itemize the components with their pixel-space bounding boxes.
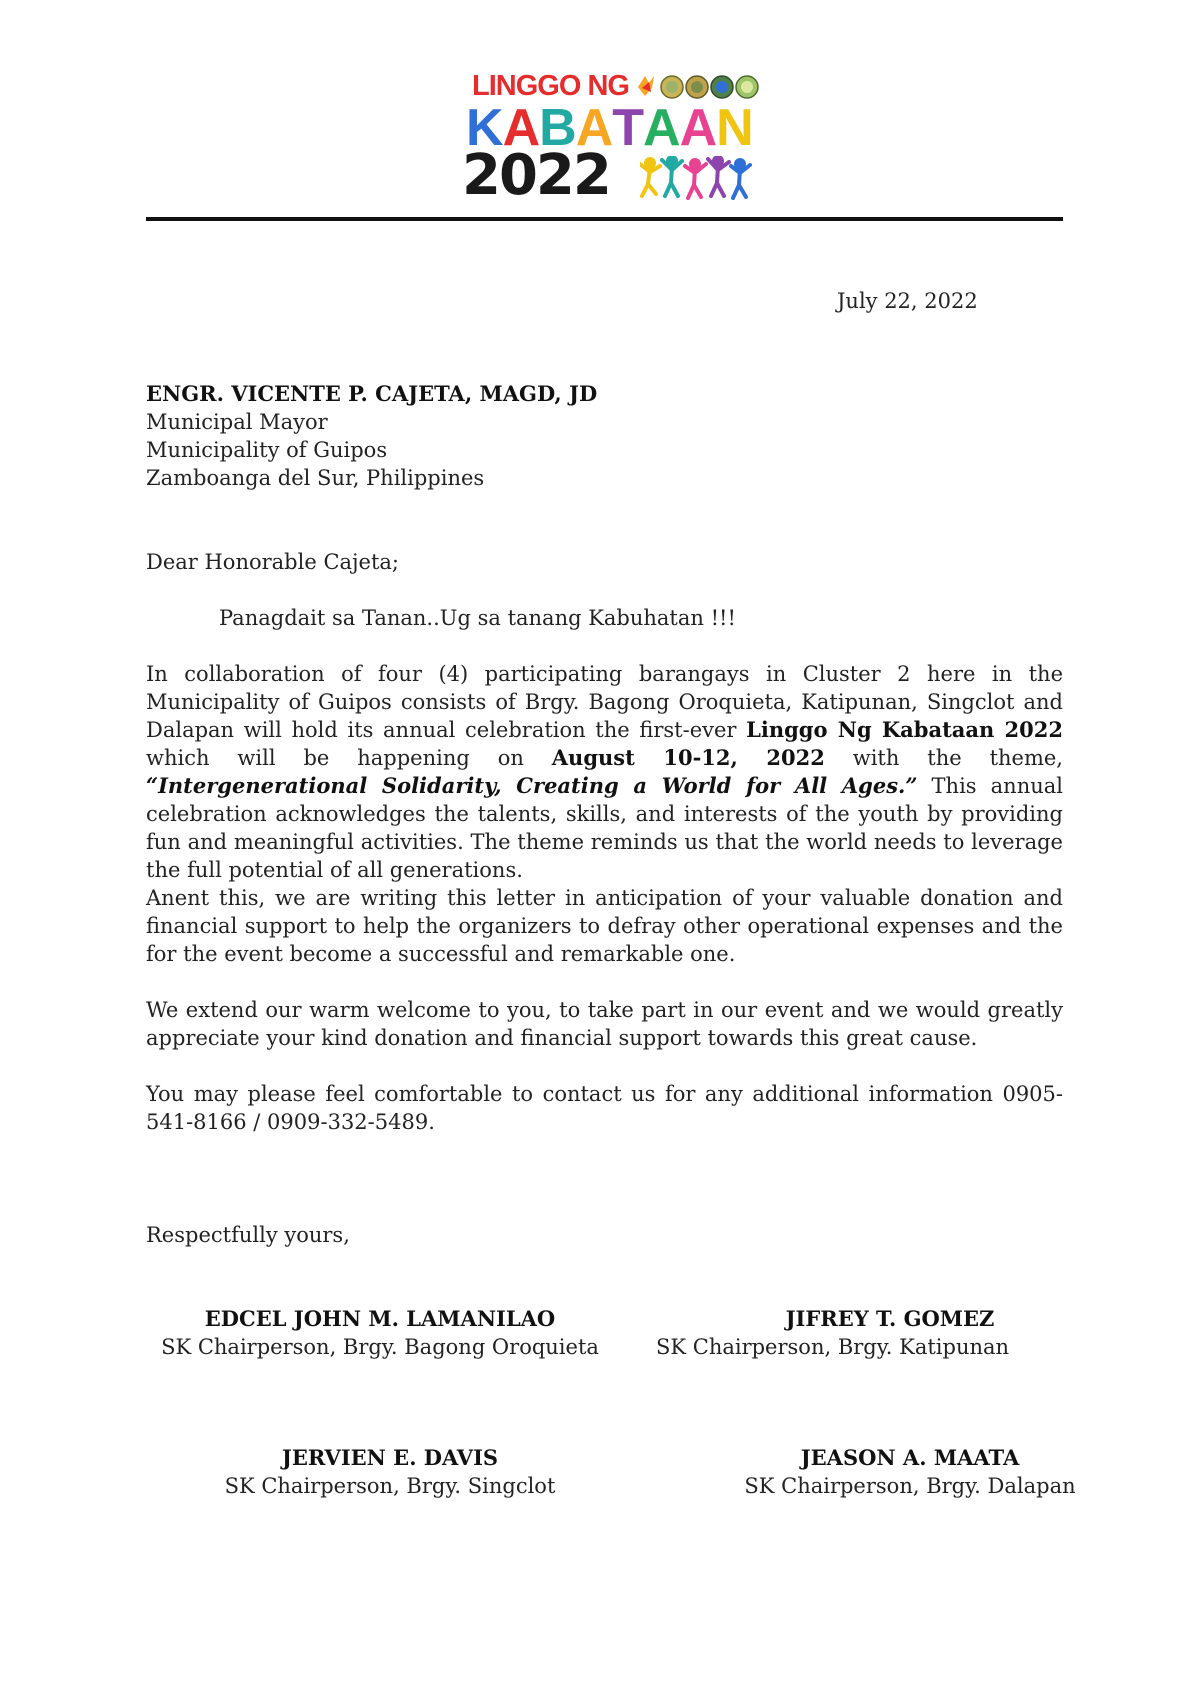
signatory-role: SK Chairperson, Brgy. Katipunan	[656, 1335, 1010, 1359]
p1-event-name: Linggo Ng Kabataan 2022	[746, 717, 1063, 742]
logo-line3: 2022	[462, 143, 610, 208]
signatory-2	[640, 1305, 1060, 1361]
logo-letter: N	[716, 99, 753, 157]
logo-letter: A	[502, 99, 540, 157]
signatory-name: JERVIEN E. DAVIS	[281, 1445, 499, 1470]
logo-letter: A	[643, 99, 680, 157]
signatory-role: SK Chairperson, Brgy. Singclot	[224, 1474, 556, 1498]
logo-line1: LINGGO NG	[472, 70, 629, 102]
recipient-name: ENGR. VICENTE P. CAJETA, MAGD, JD	[146, 381, 598, 406]
recipient-office: Municipality of Guipos	[146, 438, 388, 462]
signatory-name: JIFREY T. GOMEZ	[785, 1306, 995, 1331]
body-paragraph-4: You may please feel comfortable to contact us for any additional information 0905-541-8166 / 0909-332-5489.	[146, 1082, 1063, 1134]
recipient-address: Zamboanga del Sur, Philippines	[146, 466, 485, 490]
salutation: Dear Honorable Cajeta;	[146, 550, 400, 574]
signatory-name: EDCEL JOHN M. LAMANILAO	[204, 1306, 556, 1331]
logo-letter: A	[679, 99, 717, 157]
body-paragraph-1	[146, 660, 1063, 884]
logo-letter: B	[539, 99, 576, 157]
body-paragraph-3: We extend our warm welcome to you, to take part in our event and we would greatly appreciate your kind donation and financial support towards this great cause.	[146, 998, 1063, 1050]
partner-seals-icon	[636, 74, 760, 100]
letter-date: July 22, 2022	[837, 289, 978, 313]
body-paragraph-2: Anent this, we are writing this letter in anticipation of your valuable donation and financial support to help the organizers to defray other operational expenses and the for the event become a successful and remarkable one.	[146, 886, 1063, 966]
signatory-role: SK Chairperson, Brgy. Bagong Oroquieta	[161, 1335, 599, 1359]
closing: Respectfully yours,	[146, 1223, 350, 1247]
logo-letter: K	[466, 99, 503, 157]
p1-text-2: which will be happening on	[146, 746, 552, 770]
p1-text-4: This annual celebration acknowledges the talents, skills, and interests of the youth by providing fun and meaningful activities. The theme reminds us that the world needs to leverage the full potential of all generations.	[146, 774, 1063, 882]
signatory-4	[720, 1444, 1100, 1500]
p1-text-3: with the theme,	[824, 746, 1063, 770]
header-rule	[146, 217, 1063, 221]
p1-event-dates: August 10-12, 2022	[551, 745, 825, 770]
jumping-youth-icon	[640, 156, 752, 200]
event-logo	[460, 68, 760, 208]
signatory-1	[150, 1305, 610, 1361]
greeting: Panagdait sa Tanan..Ug sa tanang Kabuhatan !!!	[219, 606, 736, 630]
p1-text-1: In collaboration of four (4) participating barangays in Cluster 2 here in the Municipality of Guipos consists of Brgy. Bagong Oroquieta, Katipunan, Singclot and Dalapan will hold its annual celebration the first-ever	[146, 662, 1063, 742]
recipient-title: Municipal Mayor	[146, 410, 328, 434]
signatory-name: JEASON A. MAATA	[800, 1445, 1020, 1470]
p1-theme: “Intergenerational Solidarity, Creating a World for All Ages.”	[146, 773, 918, 798]
signatory-3	[200, 1444, 580, 1500]
logo-letter: T	[612, 99, 644, 157]
signatory-role: SK Chairperson, Brgy. Dalapan	[744, 1474, 1076, 1498]
logo-letter: A	[575, 99, 613, 157]
recipient-block	[146, 380, 597, 492]
